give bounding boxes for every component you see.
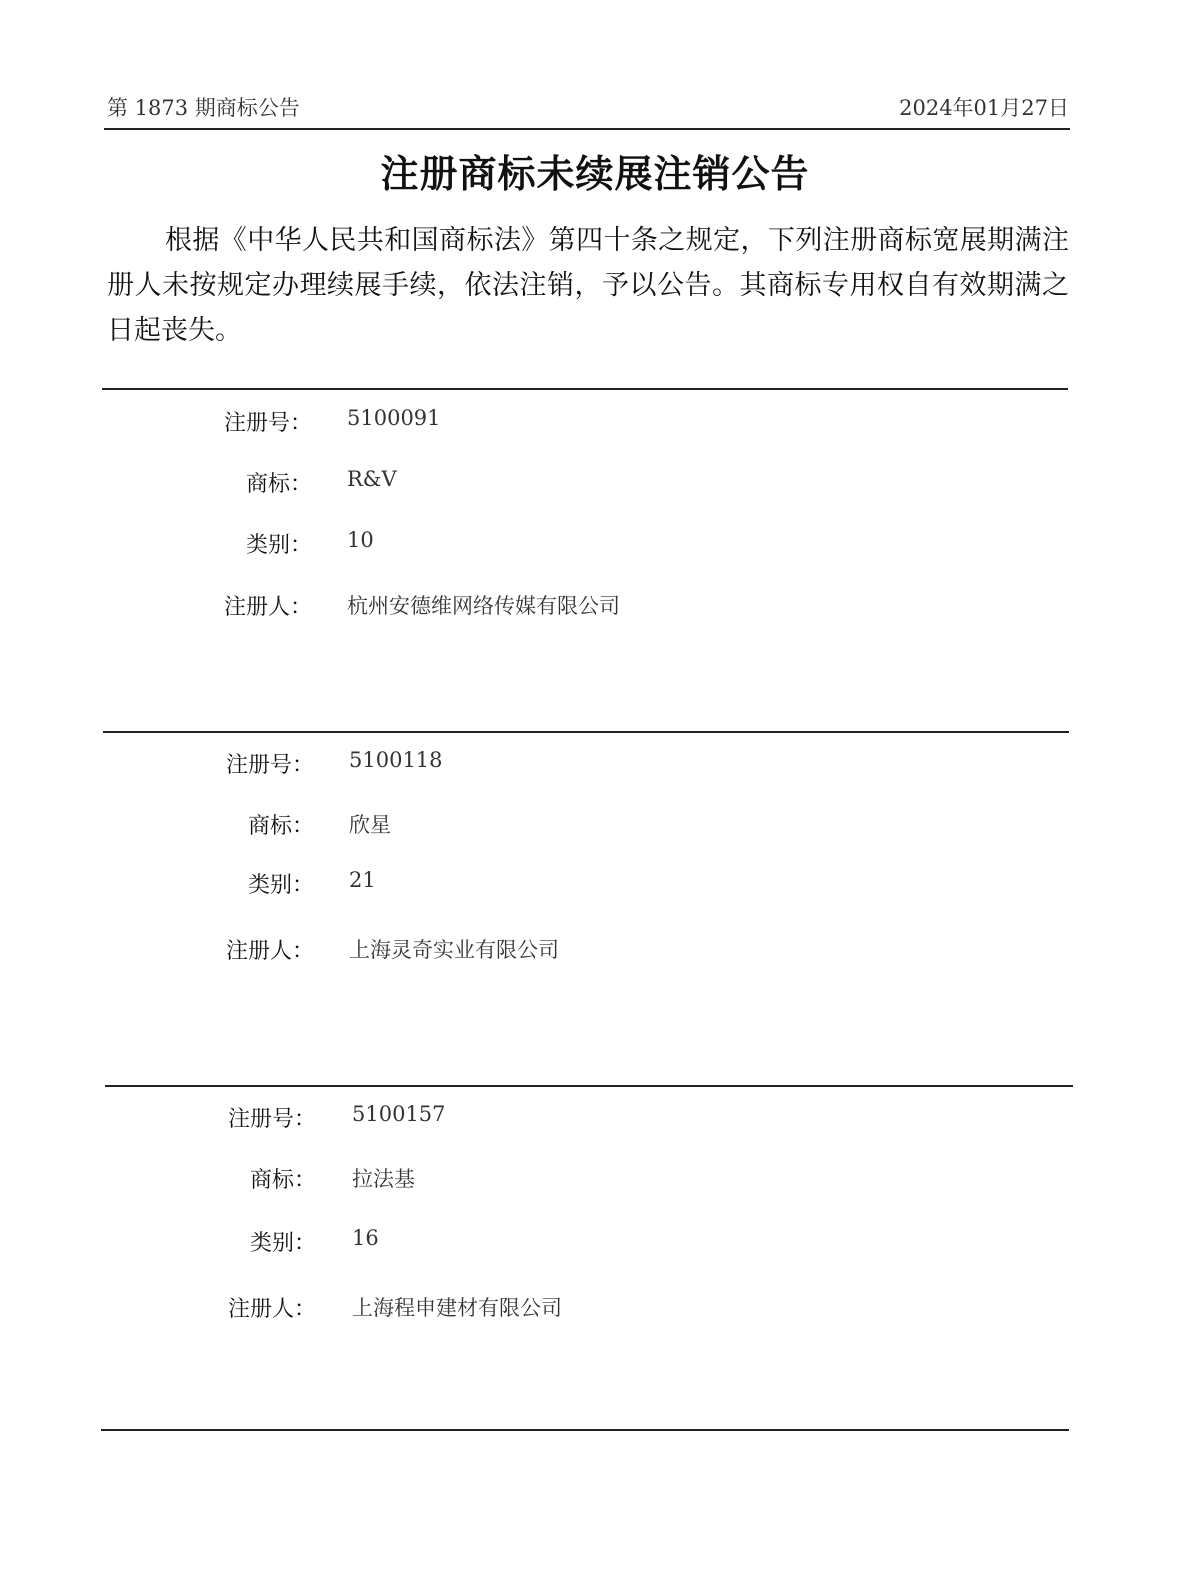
header-divider (104, 128, 1070, 130)
registrant-row (0, 590, 1190, 624)
intro-paragraph: 根据《中华人民共和国商标法》第四十条之规定，下列注册商标宽展期满注册人未按规定办理续展手续，依法注销，予以公告。其商标专用权自有效期满之日起丧失。 (107, 225, 1069, 346)
mark-value: R&V (347, 467, 397, 491)
reg-no-label: 注册号： (223, 411, 312, 436)
registrant-value: 上海程申建材有限公司 (352, 1296, 562, 1320)
class-value: 10 (347, 528, 374, 552)
registrant-row (0, 934, 1190, 968)
reg-no-value: 5100157 (352, 1102, 446, 1126)
mark-value: 欣星 (349, 813, 391, 837)
entry-divider (101, 1429, 1069, 1431)
registrant-label: 注册人： (225, 939, 314, 964)
mark-value: 拉法基 (352, 1167, 415, 1191)
page-title: 注册商标未续展注销公告 (380, 152, 810, 196)
mark-label: 商标： (245, 472, 312, 497)
reg-no-row (0, 748, 1190, 782)
entry-divider (105, 1085, 1073, 1087)
class-label: 类别： (245, 533, 312, 558)
registrant-row (0, 1292, 1190, 1326)
mark-row (0, 1163, 1190, 1197)
issue-number: 第 1873 期商标公告 (107, 96, 300, 120)
mark-label: 商标： (247, 814, 314, 839)
reg-no-label: 注册号： (225, 753, 314, 778)
class-row (0, 1226, 1190, 1260)
registrant-label: 注册人： (223, 595, 312, 620)
entry-divider (103, 731, 1069, 733)
mark-row (0, 809, 1190, 843)
registrant-value: 杭州安德维网络传媒有限公司 (347, 594, 620, 618)
registrant-value: 上海灵奇实业有限公司 (349, 938, 559, 962)
class-value: 16 (352, 1226, 379, 1250)
reg-no-value: 5100091 (347, 406, 441, 430)
entry-divider (102, 388, 1068, 390)
class-label: 类别： (249, 1231, 316, 1256)
class-label: 类别： (247, 873, 314, 898)
registrant-label: 注册人： (227, 1297, 316, 1322)
class-row (0, 868, 1190, 902)
page-header (107, 92, 1069, 128)
reg-no-label: 注册号： (227, 1107, 316, 1132)
publication-date: 2024年01月27日 (899, 96, 1069, 120)
class-value: 21 (349, 868, 376, 892)
mark-row (0, 467, 1190, 501)
reg-no-row (0, 1102, 1190, 1136)
mark-label: 商标： (249, 1168, 316, 1193)
reg-no-value: 5100118 (349, 748, 443, 772)
reg-no-row (0, 406, 1190, 440)
class-row (0, 528, 1190, 562)
